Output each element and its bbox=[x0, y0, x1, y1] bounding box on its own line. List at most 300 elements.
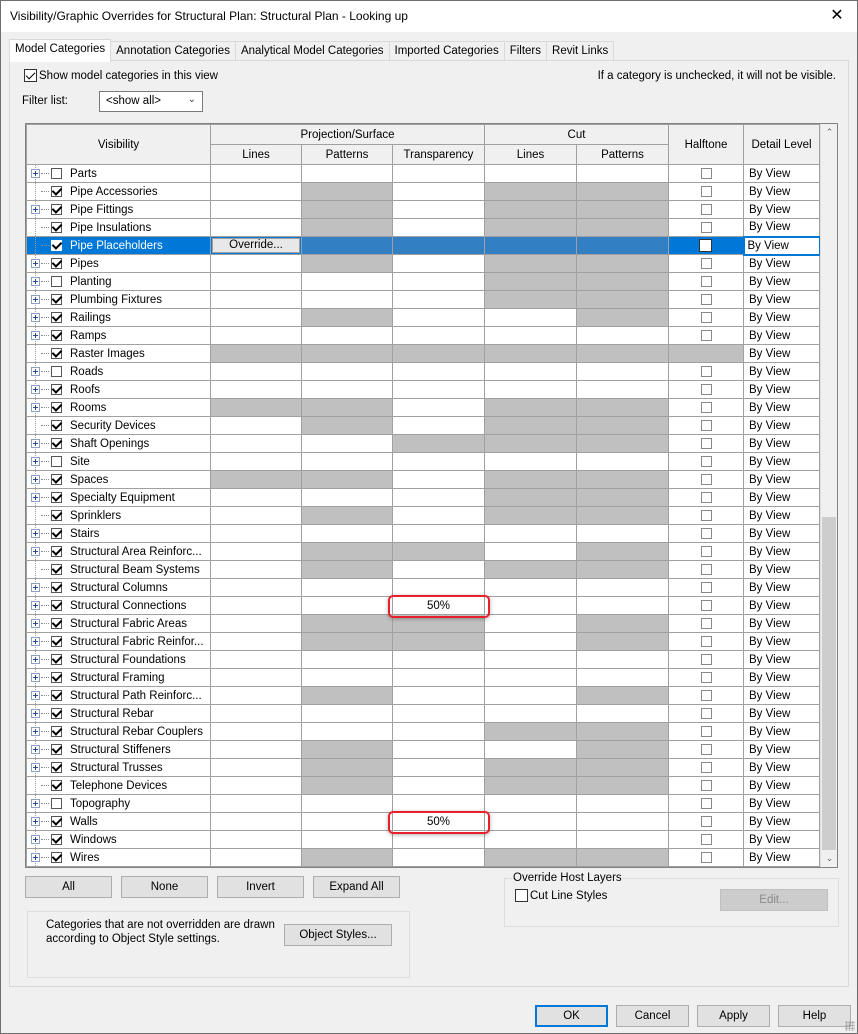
halftone-checkbox[interactable] bbox=[701, 420, 712, 431]
visibility-cell[interactable] bbox=[27, 309, 211, 327]
checkbox-checked-icon[interactable] bbox=[51, 672, 62, 683]
visibility-cell[interactable] bbox=[27, 435, 211, 453]
halftone-cell[interactable] bbox=[669, 327, 744, 345]
projection-patterns-cell[interactable] bbox=[302, 363, 393, 381]
transparency-cell[interactable] bbox=[393, 219, 485, 237]
header-transparency[interactable]: Transparency bbox=[393, 145, 485, 165]
header-cut-patterns[interactable]: Patterns bbox=[577, 145, 669, 165]
cut-patterns-cell[interactable] bbox=[577, 795, 669, 813]
transparency-cell[interactable] bbox=[393, 759, 485, 777]
halftone-checkbox[interactable] bbox=[701, 636, 712, 647]
cut-lines-cell[interactable] bbox=[485, 741, 577, 759]
detail-level-cell[interactable]: By View bbox=[744, 615, 820, 633]
table-row[interactable] bbox=[27, 381, 820, 399]
visibility-cell[interactable] bbox=[27, 255, 211, 273]
projection-patterns-cell[interactable] bbox=[302, 723, 393, 741]
table-row[interactable] bbox=[27, 759, 820, 777]
visibility-cell[interactable] bbox=[27, 201, 211, 219]
cut-patterns-cell[interactable] bbox=[577, 579, 669, 597]
halftone-cell[interactable] bbox=[669, 705, 744, 723]
expand-plus-icon[interactable] bbox=[31, 655, 40, 664]
override-button[interactable]: Override... bbox=[212, 238, 300, 253]
checkbox-checked-icon[interactable] bbox=[51, 474, 62, 485]
halftone-checkbox[interactable] bbox=[701, 528, 712, 539]
halftone-cell[interactable] bbox=[669, 543, 744, 561]
visibility-cell[interactable] bbox=[27, 831, 211, 849]
transparency-cell[interactable] bbox=[393, 525, 485, 543]
cut-lines-cell[interactable] bbox=[485, 525, 577, 543]
expand-plus-icon[interactable] bbox=[31, 295, 40, 304]
visibility-cell[interactable] bbox=[27, 795, 211, 813]
checkbox-unchecked-icon[interactable] bbox=[51, 798, 62, 809]
table-row[interactable] bbox=[27, 255, 820, 273]
transparency-cell[interactable] bbox=[393, 471, 485, 489]
projection-lines-cell[interactable] bbox=[211, 381, 302, 399]
table-row[interactable] bbox=[27, 183, 820, 201]
projection-patterns-cell[interactable] bbox=[302, 327, 393, 345]
cut-lines-cell[interactable] bbox=[485, 543, 577, 561]
table-row[interactable] bbox=[27, 273, 820, 291]
table-row[interactable] bbox=[27, 831, 820, 849]
halftone-cell[interactable] bbox=[669, 309, 744, 327]
halftone-cell[interactable] bbox=[669, 831, 744, 849]
projection-lines-cell[interactable] bbox=[211, 543, 302, 561]
halftone-checkbox[interactable] bbox=[701, 276, 712, 287]
projection-lines-cell[interactable] bbox=[211, 741, 302, 759]
transparency-cell[interactable] bbox=[393, 489, 485, 507]
checkbox-checked-icon[interactable] bbox=[51, 762, 62, 773]
halftone-cell[interactable] bbox=[669, 849, 744, 867]
halftone-checkbox[interactable] bbox=[701, 744, 712, 755]
halftone-cell[interactable] bbox=[669, 417, 744, 435]
detail-level-cell[interactable]: By View bbox=[744, 525, 820, 543]
projection-patterns-cell[interactable] bbox=[302, 489, 393, 507]
table-row[interactable] bbox=[27, 363, 820, 381]
close-icon[interactable]: ✕ bbox=[830, 7, 844, 24]
cut-lines-cell[interactable] bbox=[485, 381, 577, 399]
halftone-checkbox[interactable] bbox=[701, 654, 712, 665]
detail-level-cell[interactable]: By View bbox=[744, 201, 820, 219]
visibility-cell[interactable] bbox=[27, 813, 211, 831]
halftone-checkbox[interactable] bbox=[701, 546, 712, 557]
visibility-cell[interactable] bbox=[27, 597, 211, 615]
checkbox-checked-icon[interactable] bbox=[51, 690, 62, 701]
detail-level-cell[interactable]: By View bbox=[744, 219, 820, 237]
table-row[interactable] bbox=[27, 219, 820, 237]
transparency-cell[interactable] bbox=[393, 381, 485, 399]
projection-lines-cell[interactable] bbox=[211, 813, 302, 831]
detail-level-cell[interactable]: By View bbox=[744, 399, 820, 417]
projection-lines-cell[interactable] bbox=[211, 777, 302, 795]
table-row[interactable] bbox=[27, 777, 820, 795]
all-button[interactable]: All bbox=[25, 876, 112, 898]
detail-level-cell[interactable]: By View bbox=[744, 795, 820, 813]
halftone-cell[interactable] bbox=[669, 435, 744, 453]
halftone-cell[interactable] bbox=[669, 795, 744, 813]
projection-patterns-cell[interactable] bbox=[302, 525, 393, 543]
table-row[interactable] bbox=[27, 669, 820, 687]
table-row[interactable] bbox=[27, 615, 820, 633]
halftone-cell[interactable] bbox=[669, 759, 744, 777]
halftone-cell[interactable] bbox=[669, 471, 744, 489]
detail-level-cell[interactable]: By View bbox=[744, 255, 820, 273]
transparency-cell[interactable] bbox=[393, 705, 485, 723]
table-row[interactable] bbox=[27, 687, 820, 705]
show-model-categories-checkbox[interactable] bbox=[24, 69, 218, 82]
projection-lines-cell[interactable] bbox=[211, 831, 302, 849]
visibility-cell[interactable] bbox=[27, 687, 211, 705]
checkbox-checked-icon[interactable] bbox=[51, 780, 62, 791]
edit-button[interactable]: Edit... bbox=[720, 889, 828, 911]
halftone-cell[interactable] bbox=[669, 741, 744, 759]
cut-lines-cell[interactable] bbox=[485, 453, 577, 471]
transparency-cell[interactable] bbox=[393, 597, 485, 615]
checkbox-unchecked-icon[interactable] bbox=[51, 168, 62, 179]
cut-lines-cell[interactable] bbox=[485, 597, 577, 615]
checkbox-checked-icon[interactable] bbox=[51, 186, 62, 197]
visibility-cell[interactable] bbox=[27, 651, 211, 669]
visibility-cell[interactable] bbox=[27, 417, 211, 435]
cancel-button[interactable]: Cancel bbox=[616, 1005, 689, 1027]
visibility-cell[interactable] bbox=[27, 723, 211, 741]
transparency-cell[interactable] bbox=[393, 687, 485, 705]
halftone-cell[interactable] bbox=[669, 183, 744, 201]
projection-lines-cell[interactable] bbox=[211, 651, 302, 669]
table-row[interactable] bbox=[27, 651, 820, 669]
cut-patterns-cell[interactable] bbox=[577, 831, 669, 849]
halftone-checkbox[interactable] bbox=[701, 726, 712, 737]
transparency-cell[interactable] bbox=[393, 255, 485, 273]
projection-patterns-cell[interactable] bbox=[302, 579, 393, 597]
header-detail-level[interactable]: Detail Level bbox=[744, 125, 820, 165]
cut-lines-cell[interactable] bbox=[485, 165, 577, 183]
checkbox-checked-icon[interactable] bbox=[51, 222, 62, 233]
table-row[interactable] bbox=[27, 543, 820, 561]
halftone-checkbox[interactable] bbox=[701, 168, 712, 179]
projection-lines-cell[interactable] bbox=[211, 327, 302, 345]
cut-lines-cell[interactable] bbox=[485, 795, 577, 813]
visibility-cell[interactable] bbox=[27, 525, 211, 543]
checkbox-checked-icon[interactable] bbox=[51, 636, 62, 647]
halftone-checkbox[interactable] bbox=[701, 438, 712, 449]
cut-patterns-cell[interactable] bbox=[577, 363, 669, 381]
checkbox-checked-icon[interactable] bbox=[51, 834, 62, 845]
projection-patterns-cell[interactable] bbox=[302, 831, 393, 849]
detail-level-cell[interactable]: By View bbox=[744, 759, 820, 777]
table-row[interactable] bbox=[27, 201, 820, 219]
expand-plus-icon[interactable] bbox=[31, 763, 40, 772]
cut-patterns-cell[interactable] bbox=[577, 705, 669, 723]
tab-revit-links[interactable]: Revit Links bbox=[546, 41, 614, 61]
halftone-checkbox[interactable] bbox=[701, 672, 712, 683]
detail-level-cell[interactable]: By View bbox=[744, 237, 820, 255]
detail-level-cell[interactable]: By View bbox=[744, 471, 820, 489]
halftone-checkbox[interactable] bbox=[701, 798, 712, 809]
projection-patterns-cell[interactable] bbox=[302, 651, 393, 669]
checkbox-checked-icon[interactable] bbox=[51, 654, 62, 665]
projection-patterns-cell[interactable] bbox=[302, 705, 393, 723]
projection-patterns-cell[interactable] bbox=[302, 291, 393, 309]
projection-lines-cell[interactable] bbox=[211, 687, 302, 705]
visibility-cell[interactable] bbox=[27, 237, 211, 255]
detail-level-cell[interactable]: By View bbox=[744, 561, 820, 579]
projection-lines-cell[interactable] bbox=[211, 309, 302, 327]
projection-patterns-cell[interactable] bbox=[302, 165, 393, 183]
halftone-cell[interactable] bbox=[669, 201, 744, 219]
cut-patterns-cell[interactable] bbox=[577, 669, 669, 687]
checkbox-unchecked-icon[interactable] bbox=[51, 276, 62, 287]
halftone-cell[interactable] bbox=[669, 507, 744, 525]
table-row[interactable] bbox=[27, 345, 820, 363]
halftone-cell[interactable] bbox=[669, 579, 744, 597]
none-button[interactable]: None bbox=[121, 876, 208, 898]
visibility-cell[interactable] bbox=[27, 777, 211, 795]
expand-plus-icon[interactable] bbox=[31, 745, 40, 754]
halftone-checkbox[interactable] bbox=[701, 222, 712, 233]
detail-level-cell[interactable]: By View bbox=[744, 543, 820, 561]
visibility-cell[interactable] bbox=[27, 327, 211, 345]
visibility-cell[interactable] bbox=[27, 399, 211, 417]
table-row[interactable] bbox=[27, 633, 820, 651]
expand-plus-icon[interactable] bbox=[31, 331, 40, 340]
expand-all-button[interactable]: Expand All bbox=[313, 876, 400, 898]
visibility-cell[interactable] bbox=[27, 291, 211, 309]
halftone-checkbox[interactable] bbox=[701, 834, 712, 845]
filter-list-dropdown[interactable] bbox=[99, 91, 203, 112]
projection-lines-cell[interactable] bbox=[211, 723, 302, 741]
table-row[interactable] bbox=[27, 525, 820, 543]
table-row[interactable] bbox=[27, 453, 820, 471]
detail-level-cell[interactable]: By View bbox=[744, 309, 820, 327]
table-row[interactable] bbox=[27, 813, 820, 831]
transparency-cell[interactable] bbox=[393, 669, 485, 687]
transparency-cell[interactable] bbox=[393, 453, 485, 471]
halftone-checkbox[interactable] bbox=[701, 402, 712, 413]
table-row[interactable] bbox=[27, 489, 820, 507]
visibility-cell[interactable] bbox=[27, 471, 211, 489]
halftone-cell[interactable] bbox=[669, 237, 744, 255]
projection-patterns-cell[interactable] bbox=[302, 273, 393, 291]
projection-lines-cell[interactable] bbox=[211, 489, 302, 507]
cut-patterns-cell[interactable] bbox=[577, 597, 669, 615]
detail-level-cell[interactable]: By View bbox=[744, 579, 820, 597]
detail-level-cell[interactable]: By View bbox=[744, 651, 820, 669]
table-row[interactable] bbox=[27, 327, 820, 345]
projection-lines-cell[interactable] bbox=[211, 219, 302, 237]
projection-lines-cell[interactable] bbox=[211, 615, 302, 633]
halftone-cell[interactable] bbox=[669, 255, 744, 273]
halftone-checkbox[interactable] bbox=[701, 186, 712, 197]
checkbox-checked-icon[interactable] bbox=[51, 744, 62, 755]
visibility-cell[interactable] bbox=[27, 579, 211, 597]
cut-patterns-cell[interactable] bbox=[577, 165, 669, 183]
checkbox-checked-icon[interactable] bbox=[51, 330, 62, 341]
visibility-cell[interactable] bbox=[27, 669, 211, 687]
halftone-checkbox[interactable] bbox=[701, 690, 712, 701]
projection-patterns-cell[interactable] bbox=[302, 435, 393, 453]
expand-plus-icon[interactable] bbox=[31, 313, 40, 322]
halftone-cell[interactable] bbox=[669, 165, 744, 183]
projection-lines-cell[interactable] bbox=[211, 453, 302, 471]
table-row[interactable] bbox=[27, 165, 820, 183]
halftone-checkbox[interactable] bbox=[701, 780, 712, 791]
projection-lines-cell[interactable] bbox=[211, 165, 302, 183]
halftone-cell[interactable] bbox=[669, 651, 744, 669]
expand-plus-icon[interactable] bbox=[31, 277, 40, 286]
transparency-cell[interactable] bbox=[393, 399, 485, 417]
cut-lines-cell[interactable] bbox=[485, 813, 577, 831]
projection-lines-cell[interactable] bbox=[211, 201, 302, 219]
checkbox-unchecked-icon[interactable] bbox=[515, 889, 528, 902]
visibility-cell[interactable] bbox=[27, 543, 211, 561]
transparency-cell[interactable] bbox=[393, 579, 485, 597]
cut-patterns-cell[interactable] bbox=[577, 813, 669, 831]
expand-plus-icon[interactable] bbox=[31, 493, 40, 502]
scrollbar-thumb[interactable] bbox=[822, 517, 836, 850]
transparency-cell[interactable] bbox=[393, 741, 485, 759]
checkbox-unchecked-icon[interactable] bbox=[51, 366, 62, 377]
apply-button[interactable]: Apply bbox=[697, 1005, 770, 1027]
table-row[interactable] bbox=[27, 849, 820, 867]
expand-plus-icon[interactable] bbox=[31, 367, 40, 376]
visibility-cell[interactable] bbox=[27, 561, 211, 579]
checkbox-checked-icon[interactable] bbox=[51, 204, 62, 215]
expand-plus-icon[interactable] bbox=[31, 547, 40, 556]
transparency-cell[interactable] bbox=[393, 417, 485, 435]
detail-level-cell[interactable]: By View bbox=[744, 723, 820, 741]
detail-level-cell[interactable]: By View bbox=[744, 633, 820, 651]
expand-plus-icon[interactable] bbox=[31, 673, 40, 682]
detail-level-cell[interactable]: By View bbox=[744, 597, 820, 615]
projection-lines-cell[interactable] bbox=[211, 705, 302, 723]
projection-patterns-cell[interactable] bbox=[302, 795, 393, 813]
table-row[interactable] bbox=[27, 291, 820, 309]
checkbox-checked-icon[interactable] bbox=[51, 258, 62, 269]
visibility-cell[interactable] bbox=[27, 165, 211, 183]
scroll-down-icon[interactable]: ⌄ bbox=[825, 853, 834, 863]
halftone-cell[interactable] bbox=[669, 597, 744, 615]
detail-level-cell[interactable]: By View bbox=[744, 507, 820, 525]
table-row[interactable] bbox=[27, 237, 820, 255]
expand-plus-icon[interactable] bbox=[31, 439, 40, 448]
visibility-cell[interactable] bbox=[27, 615, 211, 633]
projection-lines-cell[interactable] bbox=[211, 237, 302, 255]
cut-lines-cell[interactable] bbox=[485, 705, 577, 723]
halftone-checkbox[interactable] bbox=[701, 456, 712, 467]
projection-lines-cell[interactable] bbox=[211, 507, 302, 525]
transparency-cell[interactable] bbox=[393, 813, 485, 831]
detail-level-cell[interactable]: By View bbox=[744, 741, 820, 759]
projection-patterns-cell[interactable] bbox=[302, 381, 393, 399]
tab-analytical-model-categories[interactable]: Analytical Model Categories bbox=[235, 41, 390, 61]
transparency-cell[interactable] bbox=[393, 507, 485, 525]
projection-lines-cell[interactable] bbox=[211, 255, 302, 273]
checkbox-checked-icon[interactable] bbox=[51, 510, 62, 521]
detail-level-cell[interactable]: By View bbox=[744, 363, 820, 381]
visibility-cell[interactable] bbox=[27, 273, 211, 291]
transparency-cell[interactable] bbox=[393, 273, 485, 291]
transparency-cell[interactable] bbox=[393, 201, 485, 219]
checkbox-checked-icon[interactable] bbox=[51, 402, 62, 413]
halftone-cell[interactable] bbox=[669, 273, 744, 291]
expand-plus-icon[interactable] bbox=[31, 403, 40, 412]
halftone-checkbox[interactable] bbox=[701, 852, 712, 863]
expand-plus-icon[interactable] bbox=[31, 637, 40, 646]
expand-plus-icon[interactable] bbox=[31, 799, 40, 808]
transparency-cell[interactable] bbox=[393, 561, 485, 579]
checkbox-checked-icon[interactable] bbox=[51, 618, 62, 629]
projection-lines-cell[interactable] bbox=[211, 183, 302, 201]
checkbox-checked-icon[interactable] bbox=[51, 852, 62, 863]
visibility-cell[interactable] bbox=[27, 849, 211, 867]
halftone-checkbox[interactable] bbox=[701, 258, 712, 269]
table-row[interactable] bbox=[27, 417, 820, 435]
cut-patterns-cell[interactable] bbox=[577, 651, 669, 669]
checkbox-checked-icon[interactable] bbox=[51, 708, 62, 719]
table-row[interactable] bbox=[27, 723, 820, 741]
halftone-cell[interactable] bbox=[669, 687, 744, 705]
table-row[interactable] bbox=[27, 309, 820, 327]
detail-level-cell[interactable]: By View bbox=[744, 273, 820, 291]
detail-level-cell[interactable]: By View bbox=[744, 183, 820, 201]
detail-level-cell[interactable]: By View bbox=[744, 453, 820, 471]
expand-plus-icon[interactable] bbox=[31, 583, 40, 592]
detail-level-cell[interactable]: By View bbox=[744, 291, 820, 309]
halftone-checkbox[interactable] bbox=[701, 618, 712, 629]
transparency-cell[interactable] bbox=[393, 165, 485, 183]
transparency-cell[interactable] bbox=[393, 309, 485, 327]
cut-patterns-cell[interactable] bbox=[577, 381, 669, 399]
transparency-cell[interactable] bbox=[393, 183, 485, 201]
halftone-cell[interactable] bbox=[669, 363, 744, 381]
checkbox-checked-icon[interactable] bbox=[51, 240, 62, 251]
expand-plus-icon[interactable] bbox=[31, 691, 40, 700]
projection-lines-cell[interactable] bbox=[211, 417, 302, 435]
detail-level-cell[interactable]: By View bbox=[744, 489, 820, 507]
table-row[interactable] bbox=[27, 579, 820, 597]
checkbox-checked-icon[interactable] bbox=[24, 69, 37, 82]
projection-lines-cell[interactable] bbox=[211, 435, 302, 453]
expand-plus-icon[interactable] bbox=[31, 727, 40, 736]
object-styles-button[interactable]: Object Styles... bbox=[284, 924, 392, 946]
halftone-checkbox[interactable] bbox=[699, 239, 712, 252]
halftone-cell[interactable] bbox=[669, 723, 744, 741]
transparency-cell[interactable] bbox=[393, 651, 485, 669]
checkbox-checked-icon[interactable] bbox=[51, 492, 62, 503]
transparency-cell[interactable] bbox=[393, 327, 485, 345]
detail-level-cell[interactable]: By View bbox=[744, 777, 820, 795]
table-row[interactable] bbox=[27, 561, 820, 579]
cut-lines-cell[interactable] bbox=[485, 615, 577, 633]
detail-level-cell[interactable]: By View bbox=[744, 345, 820, 363]
detail-level-cell[interactable]: By View bbox=[744, 705, 820, 723]
projection-lines-cell[interactable] bbox=[211, 597, 302, 615]
halftone-cell[interactable] bbox=[669, 219, 744, 237]
checkbox-checked-icon[interactable] bbox=[51, 564, 62, 575]
halftone-cell[interactable] bbox=[669, 381, 744, 399]
halftone-checkbox[interactable] bbox=[701, 708, 712, 719]
projection-patterns-cell[interactable] bbox=[302, 813, 393, 831]
expand-plus-icon[interactable] bbox=[31, 169, 40, 178]
cut-lines-cell[interactable] bbox=[485, 651, 577, 669]
checkbox-checked-icon[interactable] bbox=[51, 726, 62, 737]
header-cut-lines[interactable]: Lines bbox=[485, 145, 577, 165]
detail-level-cell[interactable]: By View bbox=[744, 165, 820, 183]
cut-lines-cell[interactable] bbox=[485, 831, 577, 849]
transparency-cell[interactable] bbox=[393, 795, 485, 813]
cut-lines-cell[interactable] bbox=[485, 633, 577, 651]
scroll-up-icon[interactable]: ⌃ bbox=[825, 127, 834, 137]
